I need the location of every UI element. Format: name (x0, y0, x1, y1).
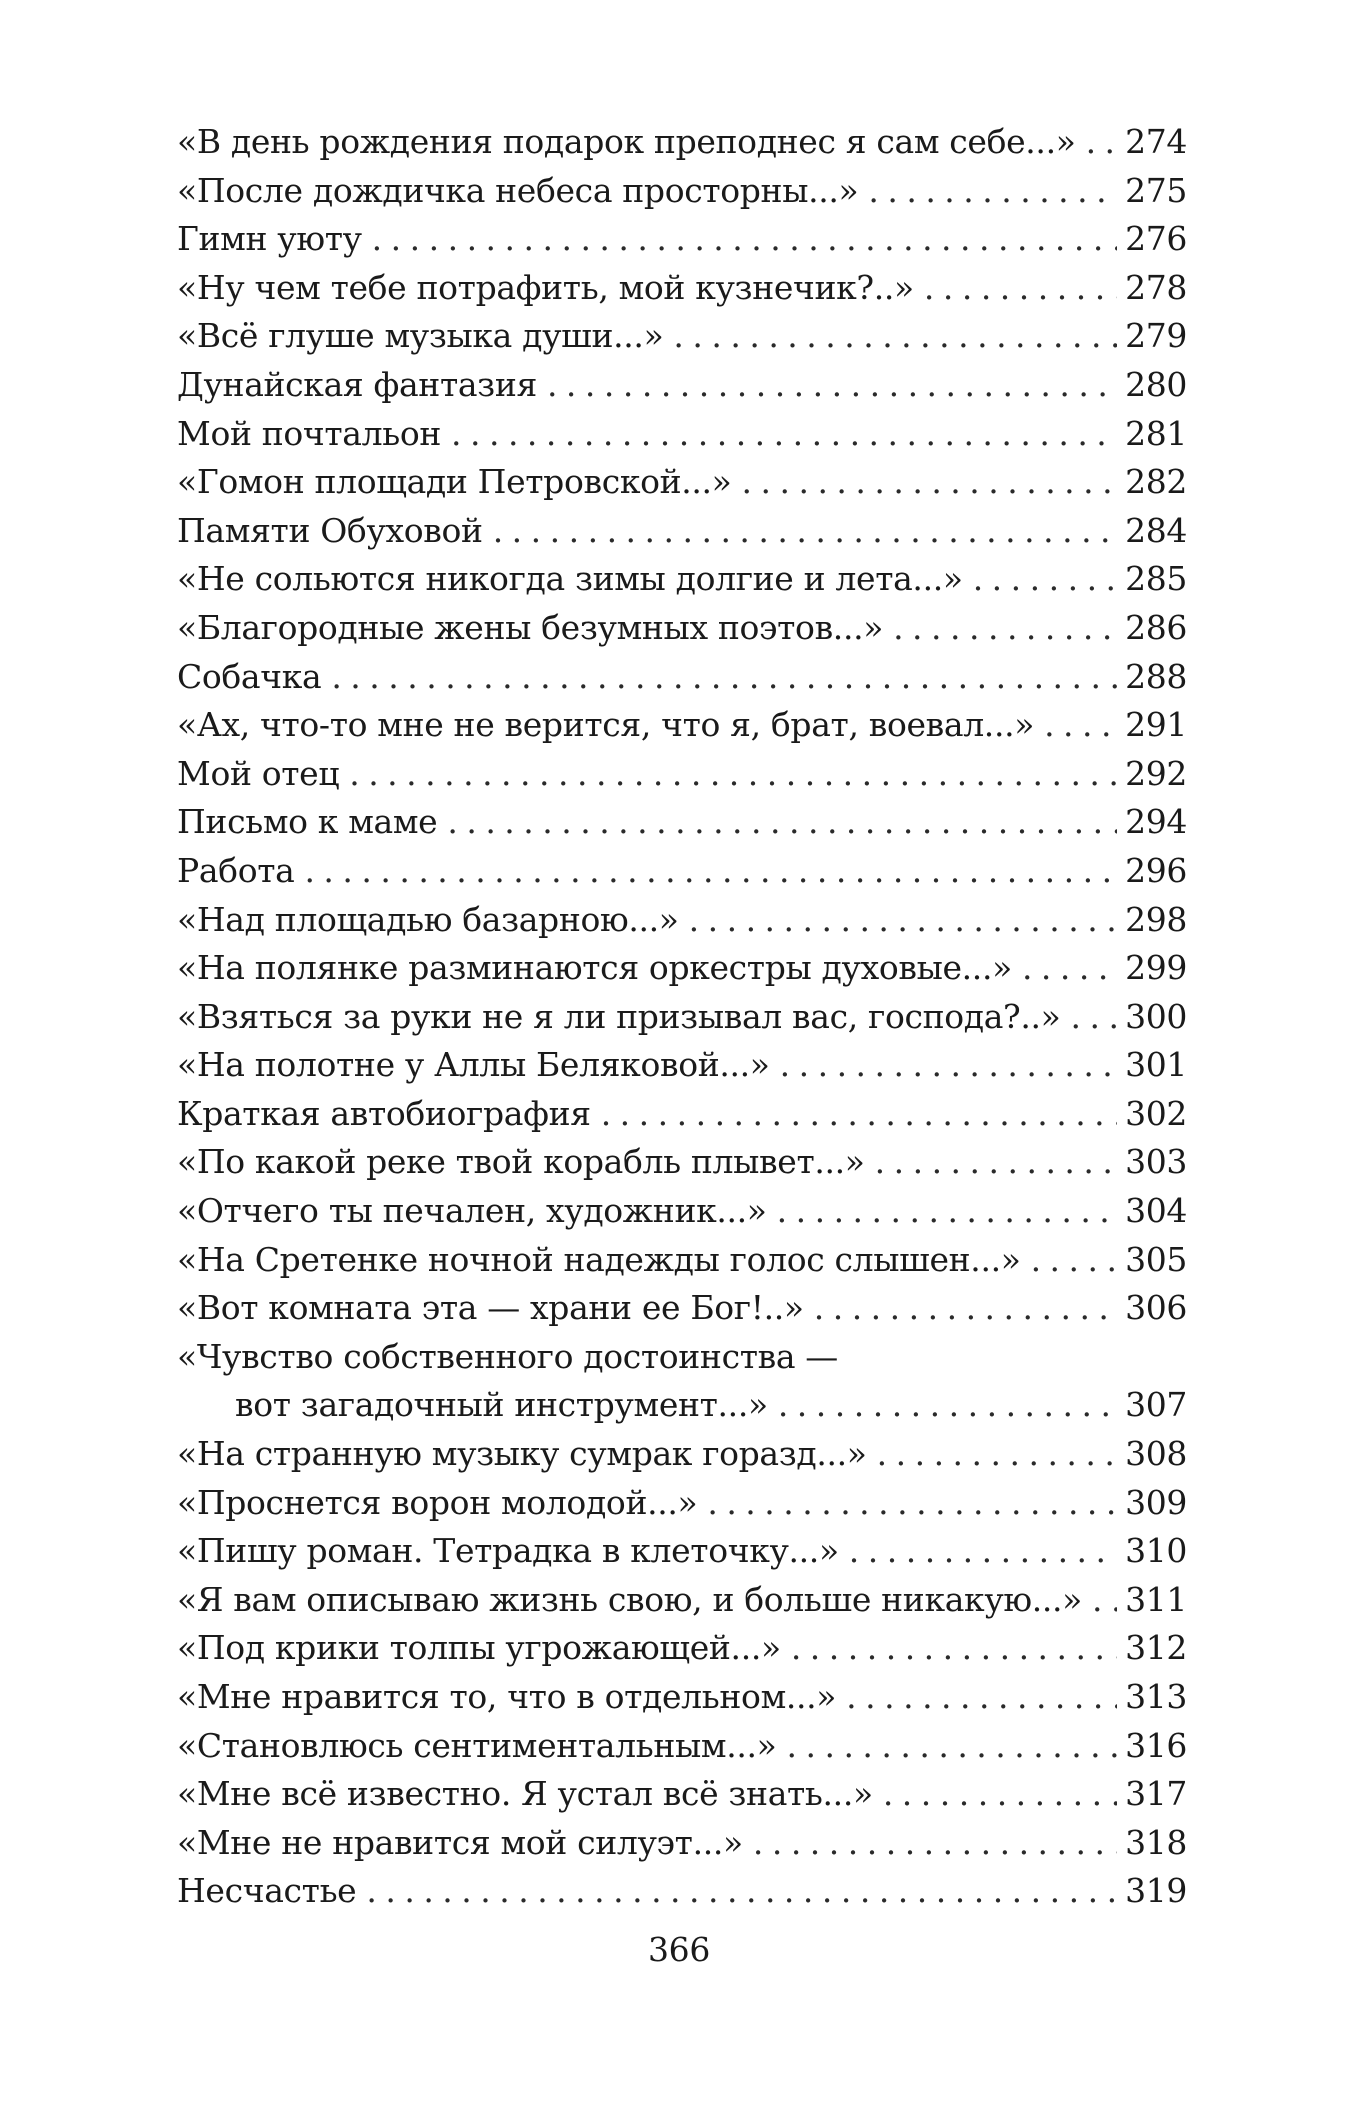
toc-entry (177, 118, 1187, 167)
toc-entry (177, 1041, 1187, 1090)
toc-entry (177, 1624, 1187, 1673)
toc-entry (177, 1236, 1187, 1285)
toc-entry-page: 317 (1125, 1774, 1187, 1814)
dot-leader (493, 507, 1117, 556)
dot-leader (780, 1041, 1117, 1090)
toc-entry-title: «На Сретенке ночной надежды голос слышен...» (177, 1239, 1021, 1279)
toc-entry (177, 653, 1187, 702)
toc-entry-page: 311 (1125, 1579, 1187, 1619)
dot-leader (1092, 1576, 1117, 1625)
toc-entry-page: 299 (1125, 948, 1187, 988)
dot-leader (689, 896, 1117, 945)
toc-entry-title: Гимн уюту (177, 219, 362, 259)
toc-entry (177, 896, 1187, 945)
toc-entry (177, 167, 1187, 216)
toc-entry-title: Мой почтальон (177, 413, 441, 453)
toc-entry (177, 1138, 1187, 1187)
toc-entry-page: 303 (1125, 1142, 1187, 1182)
dot-leader (777, 1187, 1117, 1236)
toc-entry-page: 305 (1125, 1239, 1187, 1279)
toc-entry (177, 1527, 1187, 1576)
toc-entry-title: «Ах, что-то мне не верится, что я, брат, воевал...» (177, 705, 1035, 745)
toc-entry (177, 1090, 1187, 1139)
dot-leader (366, 1867, 1117, 1916)
toc-entry (177, 944, 1187, 993)
toc-entry (177, 1770, 1187, 1819)
toc-entry-title: Несчастье (177, 1871, 357, 1911)
toc-entry-page: 275 (1125, 170, 1187, 210)
dot-leader (924, 264, 1117, 313)
toc-entry-page: 309 (1125, 1482, 1187, 1522)
toc-entry-title: Мой отец (177, 753, 340, 793)
toc-entry-title: «В день рождения подарок преподнес я сам себе...» (177, 122, 1076, 161)
toc-entry-title: Краткая автобиография (177, 1093, 591, 1133)
toc-entry (177, 458, 1187, 507)
toc-entry-page: 302 (1125, 1093, 1187, 1133)
dot-leader (742, 458, 1118, 507)
toc-entry-page: 285 (1125, 559, 1187, 599)
dot-leader (1044, 701, 1117, 750)
toc-entry (177, 1284, 1187, 1333)
dot-leader (1031, 1236, 1117, 1285)
dot-leader (601, 1090, 1117, 1139)
dot-leader (778, 1381, 1117, 1430)
toc-entry-page: 291 (1125, 705, 1187, 745)
toc-entry (177, 750, 1187, 799)
toc-entry (177, 1333, 1187, 1382)
toc-entry-title: «Под крики толпы угрожающей...» (177, 1628, 781, 1668)
toc-entry (177, 555, 1187, 604)
toc-entry-page: 304 (1125, 1191, 1187, 1231)
dot-leader (304, 847, 1117, 896)
toc-entry (177, 1479, 1187, 1528)
page-number: 366 (647, 1930, 711, 1969)
toc-entry (177, 215, 1187, 264)
toc-entry-title: «Всё глуше музыка души...» (177, 316, 664, 356)
toc-entry-page: 307 (1125, 1385, 1187, 1425)
dot-leader (1071, 993, 1118, 1042)
dot-leader (707, 1479, 1117, 1528)
toc-entry-title: Собачка (177, 656, 322, 696)
toc-entry (177, 847, 1187, 896)
toc-entry-title: «Чувство собственного достоинства — (177, 1336, 838, 1376)
toc-entry-title: «Благородные жены безумных поэтов...» (177, 607, 884, 647)
toc-entry-page: 278 (1125, 267, 1187, 307)
toc-entry-page: 282 (1125, 462, 1187, 502)
toc-entry-title: «Мне всё известно. Я устал всё знать...» (177, 1774, 873, 1814)
toc-entry-title: «По какой реке твой корабль плывет...» (177, 1142, 865, 1182)
toc-entry-title: «Мне нравится то, что в отдельном...» (177, 1677, 837, 1716)
toc-entry-page: 280 (1125, 364, 1187, 404)
toc-entry-page: 279 (1125, 316, 1187, 356)
toc-entry (177, 1430, 1187, 1479)
toc-entry (177, 701, 1187, 750)
toc-entry-title: «Взяться за руки не я ли призывал вас, господа?..» (177, 996, 1061, 1036)
dot-leader (846, 1673, 1117, 1722)
toc-entry-title-continuation: вот загадочный инструмент...» (235, 1385, 768, 1425)
toc-entry-title: «Гомон площади Петровской...» (177, 462, 732, 502)
toc-entry (177, 264, 1187, 313)
toc-entry-title: «Мне не нравится мой силуэт...» (177, 1822, 743, 1862)
toc-entry-page: 281 (1125, 413, 1187, 453)
dot-leader (451, 410, 1117, 459)
dot-leader (814, 1284, 1117, 1333)
toc-entry-title: Работа (177, 850, 295, 890)
dot-leader (791, 1624, 1117, 1673)
toc-entry-title: «На полотне у Аллы Беляковой...» (177, 1045, 770, 1085)
toc-entry (177, 312, 1187, 361)
dot-leader (973, 555, 1117, 604)
toc-entry-title: «Становлюсь сентиментальным...» (177, 1725, 777, 1765)
toc-entry-page: 308 (1125, 1434, 1187, 1474)
toc-entry-page: 306 (1125, 1288, 1187, 1328)
toc-entry-page: 294 (1125, 802, 1187, 842)
toc-entry (177, 993, 1187, 1042)
toc-entry-title: Памяти Обуховой (177, 510, 483, 550)
dot-leader (883, 1770, 1117, 1819)
dot-leader (753, 1819, 1117, 1868)
dot-leader (331, 653, 1117, 702)
toc-entry (177, 361, 1187, 410)
toc-entry-title: «Не сольются никогда зимы долгие и лета...» (177, 559, 963, 599)
toc-entry-title: «Проснется ворон молодой...» (177, 1482, 698, 1522)
dot-leader (1086, 118, 1118, 167)
dot-leader (893, 604, 1117, 653)
toc-entry-page: 300 (1125, 996, 1187, 1036)
toc-entry (177, 1819, 1187, 1868)
toc-entry (177, 507, 1187, 556)
dot-leader (447, 798, 1117, 847)
toc-entry-page: 276 (1125, 219, 1187, 259)
toc-entry-title: «На странную музыку сумрак горазд...» (177, 1434, 867, 1474)
toc-entry-page: 301 (1125, 1045, 1187, 1085)
toc-entry-title: «Ну чем тебе потрафить, мой кузнечик?..» (177, 267, 914, 307)
toc-entry (177, 1673, 1187, 1722)
toc-entry-page: 288 (1125, 656, 1187, 696)
dot-leader (1022, 944, 1117, 993)
toc-entry-title: «Над площадью базарною...» (177, 899, 679, 939)
dot-leader (868, 167, 1117, 216)
toc-entry-page: 319 (1125, 1871, 1187, 1911)
toc-entry-title: «Пишу роман. Тетрадка в клеточку...» (177, 1531, 839, 1571)
dot-leader (849, 1527, 1117, 1576)
toc-entry (177, 1867, 1187, 1916)
dot-leader (877, 1430, 1117, 1479)
dot-leader (787, 1722, 1118, 1771)
toc-entry-page: 296 (1125, 850, 1187, 890)
toc-entry-title: Письмо к маме (177, 802, 438, 842)
toc-entry-page: 313 (1125, 1677, 1187, 1716)
toc-entry-page: 284 (1125, 510, 1187, 550)
toc-entry-title: Дунайская фантазия (177, 364, 537, 404)
toc-entry-title: «Вот комната эта — храни ее Бог!..» (177, 1288, 804, 1328)
toc-entry-page: 298 (1125, 899, 1187, 939)
toc-entry-title: «Я вам описываю жизнь свою, и больше никакую...» (177, 1579, 1083, 1619)
toc-entry-page: 286 (1125, 607, 1187, 647)
toc-entry-page: 274 (1125, 122, 1187, 161)
toc-entry-page: 318 (1125, 1822, 1187, 1862)
toc-entry-title: «После дождичка небеса просторны...» (177, 170, 859, 210)
toc-entry-title: «На полянке разминаются оркестры духовые...» (177, 948, 1012, 988)
dot-leader (349, 750, 1117, 799)
toc-entry (177, 798, 1187, 847)
dot-leader (875, 1138, 1117, 1187)
toc-entry-page: 312 (1125, 1628, 1187, 1668)
toc-entry-page: 316 (1125, 1725, 1187, 1765)
toc-entry-page: 310 (1125, 1531, 1187, 1571)
toc-entry-continuation (177, 1381, 1187, 1430)
toc-entry-page: 292 (1125, 753, 1187, 793)
dot-leader (673, 312, 1117, 361)
toc-entry (177, 1187, 1187, 1236)
toc-entry (177, 1576, 1187, 1625)
toc-entry-title: «Отчего ты печален, художник...» (177, 1191, 767, 1231)
toc-entry (177, 604, 1187, 653)
dot-leader (372, 215, 1117, 264)
toc-entry (177, 1722, 1187, 1771)
table-of-contents (177, 118, 1187, 1916)
toc-entry (177, 410, 1187, 459)
dot-leader (547, 361, 1117, 410)
